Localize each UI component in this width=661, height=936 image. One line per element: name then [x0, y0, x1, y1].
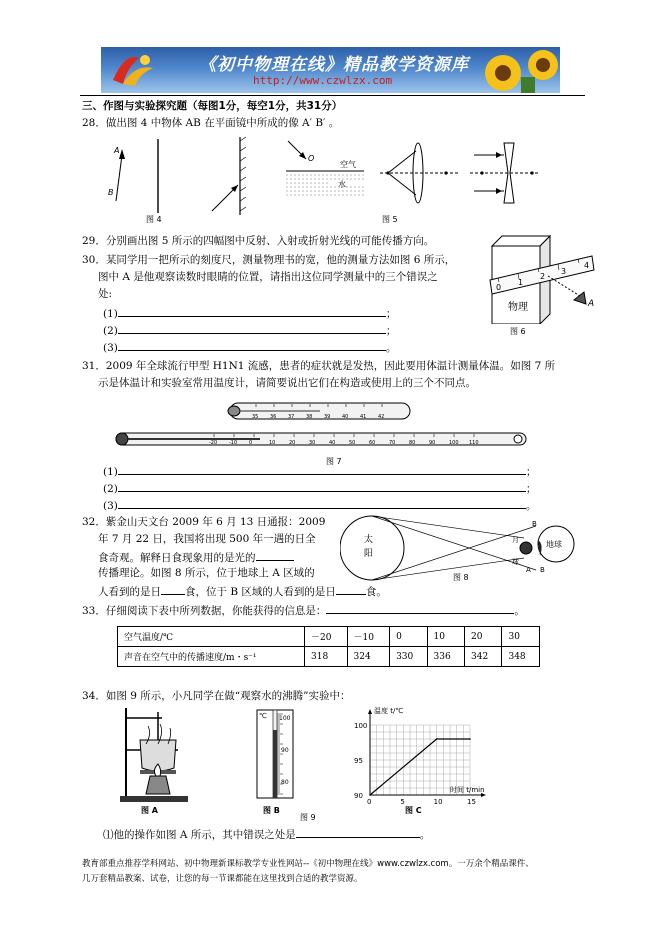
- earth-label: 地球: [546, 540, 562, 549]
- q32-line4: 传播理论。如图 8 所示，位于地球上 A 区域的: [98, 567, 315, 579]
- banner-title: 《初中物理在线》精品教学资源库: [199, 55, 469, 75]
- lab-tick-label: 30: [309, 440, 316, 446]
- figure-a-apparatus: [118, 704, 190, 804]
- thermo-tick-90: 90: [281, 747, 289, 754]
- footer-line2: 几万套精品教案、试卷，让您的每一节课都能在这里找到合适的教学资源。: [82, 874, 363, 884]
- chart-ylabel: 温度 t/℃: [374, 707, 404, 715]
- q34-text: 34．如图 9 所示，小凡同学在做“观察水的沸腾”实验中：: [82, 690, 351, 702]
- clinical-tick-label: 37: [288, 414, 295, 420]
- x-tick-label: 15: [467, 798, 476, 806]
- ruler-tick-1: 1: [518, 278, 524, 287]
- row-label-temperature: 空气温度/℃: [118, 627, 305, 647]
- ruler-tick-4: 4: [584, 261, 590, 270]
- data-point: [369, 794, 371, 796]
- lab-tick-label: 100: [449, 440, 459, 446]
- water-label: 水: [338, 180, 346, 189]
- clinical-tick-label: 42: [378, 414, 385, 420]
- q30-item-1: (1) ；: [103, 305, 396, 321]
- table-cell: 10: [427, 627, 464, 647]
- answer-blank[interactable]: [118, 463, 526, 475]
- figb-caption: 图 B: [263, 806, 280, 815]
- book-label: 物理: [508, 302, 528, 313]
- answer-blank[interactable]: [256, 549, 294, 561]
- sun-label: 太: [364, 535, 374, 545]
- q33-text: 33．仔细阅读下表中所列数据，你能获得的信息是： 。: [82, 602, 525, 618]
- y-tick-label: 90: [354, 792, 363, 800]
- answer-blank[interactable]: [118, 305, 386, 317]
- q28-text: 28．做出图 4 中物体 AB 在平面镜中所成的像 A′ B′ 。: [82, 117, 340, 129]
- lab-tick-label: 60: [369, 440, 376, 446]
- table-row: [118, 627, 540, 647]
- q34-sub1: ⑴他的操作如图 A 所示，其中错误之处是 。: [103, 826, 430, 842]
- site-logo-icon: [105, 50, 165, 90]
- fig4-caption: 图 4: [146, 215, 162, 224]
- row-label-speed: 声音在空气中的传播速度/m・s⁻¹: [118, 647, 305, 667]
- region-a-label: A: [526, 566, 531, 574]
- clinical-tick-label: 39: [324, 414, 331, 420]
- chart-grid: [370, 725, 470, 795]
- table-cell: 342: [465, 647, 502, 667]
- q31-item-1: (1) ；: [103, 463, 536, 479]
- q32-line5: 人看到的是日 食，位于 B 区域的人看到的是日 食。: [98, 583, 387, 599]
- svg-text:球: 球: [512, 558, 519, 566]
- lab-tick-label: -20: [209, 440, 218, 446]
- y-tick-label: 95: [354, 757, 363, 765]
- table-cell: 20: [465, 627, 502, 647]
- figure-c-graph: [340, 703, 520, 807]
- q31-item-2: (2) ；: [103, 480, 536, 496]
- section-heading: 三、作图与实验探究题（每图1分，每空1分，共31分）: [82, 100, 343, 112]
- q29-text: 29．分别画出图 5 所示的四幅图中反射、入射或折射光线的可能传播方向。: [82, 235, 435, 247]
- fig5-caption: 图 5: [382, 215, 398, 224]
- answer-blank[interactable]: [118, 339, 386, 351]
- chart-xlabel: 时间 t/min: [450, 786, 485, 794]
- answer-blank[interactable]: [326, 602, 514, 614]
- figure-6: [488, 234, 596, 324]
- q30-line2: 图中 A 是他观察读数时眼睛的位置，请指出这位同学测量中的三个错误之: [98, 271, 438, 283]
- region-b-label-top: B: [532, 520, 537, 528]
- clinical-tick-label: 40: [342, 414, 349, 420]
- answer-blank[interactable]: [336, 583, 366, 595]
- svg-text:阳: 阳: [364, 549, 374, 559]
- q30-item-2: (2) ；: [103, 322, 396, 338]
- figc-caption: 图 C: [405, 806, 422, 815]
- lab-tick-label: 80: [409, 440, 416, 446]
- table-cell: 324: [347, 647, 390, 667]
- x-tick-label: 5: [400, 798, 405, 806]
- answer-blank[interactable]: [118, 497, 526, 509]
- thermo-unit: ℃: [259, 712, 267, 720]
- lab-tick-label: 110: [469, 440, 479, 446]
- table-cell: 348: [502, 647, 540, 667]
- fig6-caption: 图 6: [510, 327, 526, 336]
- data-point: [469, 738, 471, 740]
- figure-7: [110, 399, 534, 457]
- clinical-tick-label: 41: [360, 414, 367, 420]
- figure-b-thermometer: [255, 708, 295, 800]
- eye-label: A: [588, 299, 595, 309]
- sunflower-icon: [473, 47, 560, 93]
- q32-line3: 食奇观。解释日食现象用的是光的: [98, 549, 294, 565]
- answer-blank[interactable]: [118, 480, 526, 492]
- table-row: [118, 647, 540, 667]
- x-tick-label: 10: [433, 798, 443, 806]
- q32-line1: 32．紫金山天文台 2009 年 6 月 13 日通报：2009: [82, 516, 326, 528]
- q32-line2: 年 7 月 22 日，我国将出现 500 年一遇的日全: [98, 533, 316, 545]
- fig7-caption: 图 7: [326, 457, 342, 466]
- air-label: 空气: [340, 160, 356, 169]
- clinical-tick-label: 35: [252, 414, 259, 420]
- q30-line3: 处:: [98, 288, 113, 300]
- figure-4-5: [100, 133, 540, 225]
- fig4-label-a: A: [114, 146, 120, 155]
- table-cell: －20: [305, 627, 348, 647]
- table-cell: 0: [390, 627, 427, 647]
- thermo-tick-80: 80: [281, 779, 289, 786]
- table-cell: －10: [347, 627, 390, 647]
- clinical-tick-label: 36: [270, 414, 277, 420]
- ruler-tick-2: 2: [540, 272, 546, 281]
- thermo-tick-100: 100: [279, 715, 291, 722]
- y-tick-label: 100: [354, 722, 368, 730]
- fig8-caption: 图 8: [453, 573, 469, 582]
- lab-tick-label: 70: [389, 440, 396, 446]
- fig9-caption: 图 9: [300, 813, 316, 822]
- point-o-label: O: [308, 154, 315, 163]
- table-cell: 30: [502, 627, 540, 647]
- lab-tick-label: 10: [269, 440, 276, 446]
- region-b-label-bottom: B: [540, 566, 545, 574]
- q30-line1: 30．某同学用一把所示的刻度尺，测量物理书的宽，他的测量方法如图 6 所示，: [82, 254, 456, 266]
- q31-line1: 31．2009 年全球流行甲型 H1N1 流感，患者的症状就是发热，因此要用体温计测量体温。如图 7 所: [82, 360, 556, 372]
- q31-line2: 示是体温计和实验室常用温度计，请简要说出它们在构造或使用上的三个不同点。: [98, 377, 476, 389]
- lab-tick-label: -10: [229, 440, 238, 446]
- data-point: [436, 738, 438, 740]
- ruler-tick-0: 0: [496, 283, 502, 292]
- header-rule: [80, 95, 585, 96]
- fig4-label-b: B: [108, 188, 114, 197]
- footer-line1: 教育部重点推荐学科网站、初中物理新课标教学专业性网站--《初中物理在线》www.czwlzx.com。一万余个精品课件、: [82, 859, 534, 869]
- lab-tick-label: 50: [349, 440, 356, 446]
- sound-speed-table: [117, 626, 540, 667]
- figa-caption: 图 A: [141, 806, 158, 815]
- x-tick-label: 0: [367, 798, 372, 806]
- banner-url[interactable]: http://www.czwlzx.com: [253, 74, 393, 87]
- lab-tick-label: 0: [249, 440, 253, 446]
- table-cell: 318: [305, 647, 348, 667]
- table-cell: 330: [390, 647, 427, 667]
- ruler-tick-3: 3: [561, 267, 567, 276]
- lab-tick-label: 90: [429, 440, 436, 446]
- q30-item-3: (3) 。: [103, 339, 396, 355]
- moon-label: 月: [512, 536, 519, 544]
- lab-tick-label: 40: [329, 440, 336, 446]
- clinical-tick-label: 38: [306, 414, 313, 420]
- answer-blank[interactable]: [296, 826, 420, 838]
- answer-blank[interactable]: [161, 583, 185, 595]
- site-banner: [101, 47, 560, 93]
- table-cell: 336: [427, 647, 464, 667]
- answer-blank[interactable]: [118, 322, 386, 334]
- lab-tick-label: 20: [289, 440, 296, 446]
- q31-item-3: (3) 。: [103, 497, 536, 513]
